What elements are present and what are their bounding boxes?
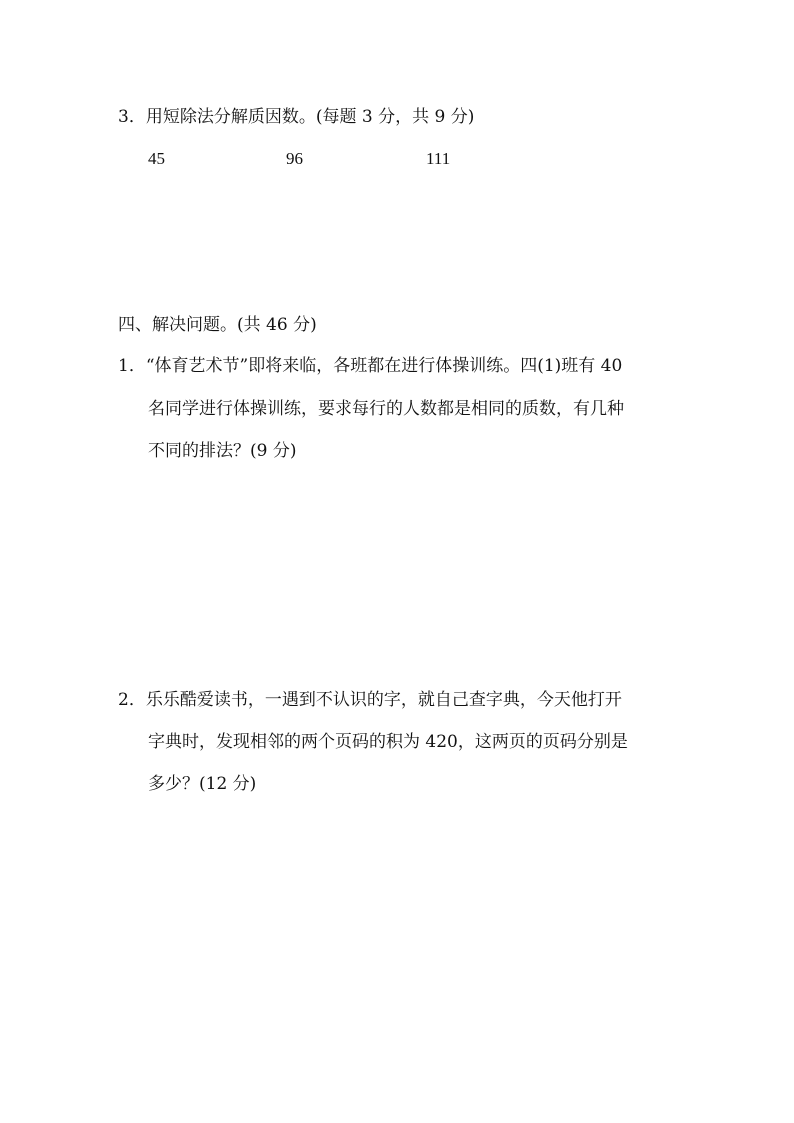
problem-1-line-1: 1．“体育艺术节”即将来临，各班都在进行体操训练。四(1)班有 40 bbox=[118, 356, 623, 376]
problem-2-line-2: 字典时，发现相邻的两个页码的积为 420，这两页的页码分别是 bbox=[148, 732, 628, 752]
problem-2-line-1: 2．乐乐酷爱读书，一遇到不认识的字，就自己查字典，今天他打开 bbox=[118, 690, 622, 710]
number-45: 45 bbox=[148, 149, 165, 168]
number-111: 111 bbox=[426, 149, 451, 168]
number-96: 96 bbox=[286, 149, 303, 168]
problem-1-line-3: 不同的排法？(9 分) bbox=[148, 441, 297, 461]
section-4-heading: 四、解决问题。(共 46 分) bbox=[118, 315, 317, 335]
problem-2-line-3: 多少？(12 分) bbox=[148, 774, 257, 794]
question-3-title: 3．用短除法分解质因数。(每题 3 分，共 9 分) bbox=[118, 107, 475, 127]
problem-1-line-2: 名同学进行体操训练，要求每行的人数都是相同的质数，有几种 bbox=[148, 399, 624, 419]
